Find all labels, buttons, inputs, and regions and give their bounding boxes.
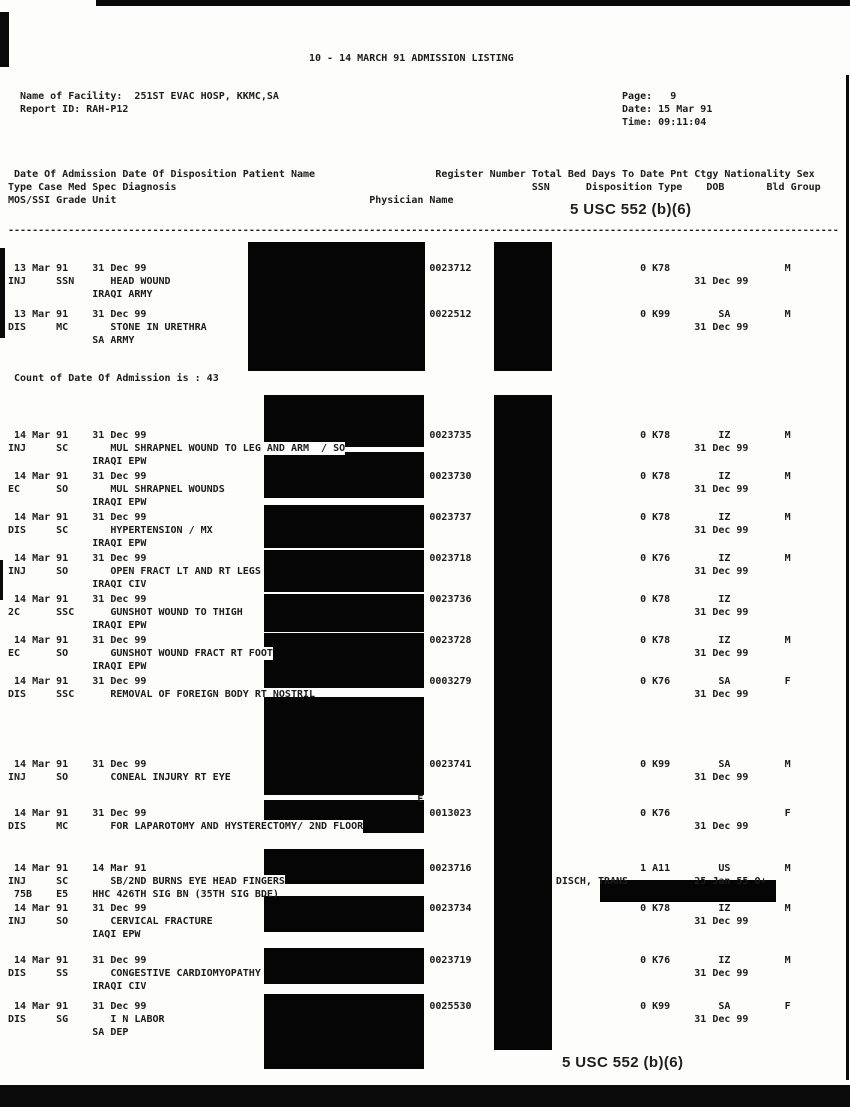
report-line-seg: 15 Mar 91 bbox=[658, 104, 713, 115]
report-line-seg: IZ bbox=[718, 635, 731, 646]
foia-exemption-stamp-header: 5 USC 552 (b)(6) bbox=[570, 201, 692, 218]
report-line-seg: STONE IN URETHRA bbox=[110, 322, 207, 333]
report-line-seg: 31 Dec 99 bbox=[694, 821, 749, 832]
report-line-seg: E bbox=[417, 794, 424, 805]
scan-edge-artifact bbox=[96, 0, 850, 6]
report-line-seg: 31 Dec 99 bbox=[694, 322, 749, 333]
report-line-seg: Report ID: RAH-P12 bbox=[20, 104, 129, 115]
report-line-seg: 31 Dec 99 bbox=[92, 1001, 147, 1012]
report-line-seg: 31 Dec 99 bbox=[92, 676, 147, 687]
report-line-seg: SA DEP bbox=[92, 1027, 129, 1038]
report-line-seg: 0025530 bbox=[429, 1001, 472, 1012]
report-line-seg: Date: bbox=[622, 104, 653, 115]
report-line-seg: IRAQI EPW bbox=[92, 538, 147, 549]
report-line-seg: 31 Dec 99 bbox=[92, 263, 147, 274]
report-line-seg: 14 Mar 91 bbox=[14, 594, 69, 605]
report-line-seg: 0023736 bbox=[429, 594, 472, 605]
report-line-seg: M bbox=[784, 512, 791, 523]
report-line-seg: 13 Mar 91 bbox=[14, 309, 69, 320]
scan-edge-artifact bbox=[0, 248, 5, 338]
report-line-seg: ------------------------------------------------------------------------------------------------------------------------------------------ bbox=[8, 225, 839, 236]
report-line-seg: SO bbox=[56, 916, 69, 927]
report-line-seg: M bbox=[784, 955, 791, 966]
scan-edge-artifact bbox=[846, 75, 849, 1080]
report-line-seg: 14 Mar 91 bbox=[14, 808, 69, 819]
report-line-seg: SC bbox=[56, 443, 69, 454]
report-line-seg: 1 A11 bbox=[640, 863, 671, 874]
report-line-seg: 9 bbox=[670, 91, 677, 102]
report-line-seg: MUL SHRAPNEL WOUND TO LEG AND ARM / SO bbox=[110, 443, 346, 454]
report-line-seg: FOR LAPAROTOMY AND HYSTERECTOMY/ 2ND FLOOR bbox=[110, 821, 364, 832]
report-line-seg: 0 K76 bbox=[640, 676, 671, 687]
report-line-seg: 31 Dec 99 bbox=[92, 808, 147, 819]
report-line-seg: 0 K99 bbox=[640, 1001, 671, 1012]
report-line-seg: CERVICAL FRACTURE bbox=[110, 916, 213, 927]
scan-edge-artifact bbox=[0, 560, 3, 600]
report-line-seg: IZ bbox=[718, 471, 731, 482]
report-line-seg: 0 K76 bbox=[640, 808, 671, 819]
report-line-seg: EC bbox=[8, 648, 21, 659]
report-line-seg: SO bbox=[56, 772, 69, 783]
report-line-seg: 31 Dec 99 bbox=[92, 759, 147, 770]
report-line-seg: 14 Mar 91 bbox=[14, 512, 69, 523]
report-line-seg: OPEN FRACT LT AND RT LEGS bbox=[110, 566, 261, 577]
report-line-seg: SSC bbox=[56, 607, 75, 618]
report-line-seg: IRAQI CIV bbox=[92, 579, 147, 590]
report-line-seg: 14 Mar 91 bbox=[14, 676, 69, 687]
report-line-seg: M bbox=[784, 553, 791, 564]
report-line-seg: 31 Dec 99 bbox=[694, 689, 749, 700]
report-line-seg: 31 Dec 99 bbox=[92, 594, 147, 605]
report-line-seg: SO bbox=[56, 566, 69, 577]
report-line-seg: IRAQI CIV bbox=[92, 981, 147, 992]
redaction-bar bbox=[264, 550, 424, 592]
report-line-seg: 10 - 14 MARCH 91 ADMISSION LISTING bbox=[309, 53, 514, 64]
report-line-seg: INJ bbox=[8, 916, 27, 927]
report-line-seg: 0 K76 bbox=[640, 553, 671, 564]
report-line-seg: Register Number Total Bed Days To Date Pnt Ctgy Nationality Sex bbox=[435, 169, 815, 180]
report-line-seg: INJ bbox=[8, 443, 27, 454]
report-line-seg: CONGESTIVE CARDIOMYOPATHY bbox=[110, 968, 261, 979]
report-line-seg: Time: bbox=[622, 117, 653, 128]
report-line-seg: 0 K78 bbox=[640, 471, 671, 482]
report-line-seg: 0023734 bbox=[429, 903, 472, 914]
report-line-seg: 31 Dec 99 bbox=[694, 276, 749, 287]
redaction-bar bbox=[264, 849, 424, 884]
report-line-seg: 31 Dec 99 bbox=[694, 566, 749, 577]
report-line-seg: 0022512 bbox=[429, 309, 472, 320]
redaction-bar bbox=[264, 664, 424, 688]
report-line-seg: 31 Dec 99 bbox=[92, 430, 147, 441]
report-line-seg: HYPERTENSION / MX bbox=[110, 525, 213, 536]
report-line-seg: 14 Mar 91 bbox=[14, 903, 69, 914]
report-line-seg: DOB bbox=[706, 182, 725, 193]
report-line-seg: 0023716 bbox=[429, 863, 472, 874]
report-line-seg: SA bbox=[718, 759, 731, 770]
report-line-seg: SO bbox=[56, 484, 69, 495]
report-line-seg: Type Case Med Spec Diagnosis bbox=[8, 182, 177, 193]
report-line-seg: DIS bbox=[8, 525, 27, 536]
report-line-seg: 0023712 bbox=[429, 263, 472, 274]
report-line-seg: 25 Jan 55 O+ bbox=[694, 876, 767, 887]
report-line-seg: IRAQI EPW bbox=[92, 620, 147, 631]
report-line-seg: SSN bbox=[531, 182, 550, 193]
redaction-bar bbox=[494, 242, 552, 371]
report-line-seg: 0023741 bbox=[429, 759, 472, 770]
report-line-seg: 14 Mar 91 bbox=[92, 863, 147, 874]
report-line-seg: 31 Dec 99 bbox=[92, 903, 147, 914]
report-line-seg: M bbox=[784, 863, 791, 874]
report-line-seg: Name of Facility: 251ST EVAC HOSP, KKMC,SA bbox=[20, 91, 279, 102]
report-line-seg: 0 K78 bbox=[640, 512, 671, 523]
report-line-seg: M bbox=[784, 309, 791, 320]
report-line-seg: M bbox=[784, 635, 791, 646]
report-line-seg: I N LABOR bbox=[110, 1014, 165, 1025]
redaction-bar bbox=[264, 594, 424, 632]
report-line-seg: INJ bbox=[8, 876, 27, 887]
report-line-seg: IZ bbox=[718, 512, 731, 523]
report-line-seg: MUL SHRAPNEL WOUNDS bbox=[110, 484, 225, 495]
report-line-seg: Date Of Admission Date Of Disposition Patient Name bbox=[14, 169, 316, 180]
report-line-seg: 14 Mar 91 bbox=[14, 430, 69, 441]
report-line-seg: F bbox=[784, 676, 791, 687]
report-line-seg: 31 Dec 99 bbox=[694, 968, 749, 979]
report-line-seg: SA ARMY bbox=[92, 335, 135, 346]
report-line-seg: SC bbox=[56, 525, 69, 536]
redaction-bar bbox=[494, 395, 552, 1050]
report-line-seg: 14 Mar 91 bbox=[14, 553, 69, 564]
report-line-seg: DIS bbox=[8, 689, 27, 700]
report-line-seg: DIS bbox=[8, 968, 27, 979]
report-line-seg: INJ bbox=[8, 566, 27, 577]
report-line-seg: 31 Dec 99 bbox=[694, 607, 749, 618]
redaction-bar bbox=[264, 994, 424, 1069]
report-line-seg: IAQI EPW bbox=[92, 929, 141, 940]
report-line-seg: IRAQI EPW bbox=[92, 661, 147, 672]
report-line-seg: GUNSHOT WOUND TO THIGH bbox=[110, 607, 243, 618]
report-line-seg: 31 Dec 99 bbox=[694, 443, 749, 454]
scan-edge-artifact bbox=[0, 12, 9, 67]
report-line-seg: INJ bbox=[8, 276, 27, 287]
report-line-seg: SA bbox=[718, 1001, 731, 1012]
report-line-seg: IRAQI EPW bbox=[92, 456, 147, 467]
report-line-seg: M bbox=[784, 430, 791, 441]
report-line-seg: HHC 426TH SIG BN (35TH SIG BDE) bbox=[92, 889, 279, 900]
report-line-seg: IZ bbox=[718, 594, 731, 605]
report-line-seg: IRAQI ARMY bbox=[92, 289, 153, 300]
report-line-seg: MOS/SSI Grade Unit bbox=[8, 195, 117, 206]
report-line-seg: SA bbox=[718, 676, 731, 687]
report-line-seg: 31 Dec 99 bbox=[92, 955, 147, 966]
foia-exemption-stamp-footer: 5 USC 552 (b)(6) bbox=[562, 1054, 684, 1071]
report-line-seg: 75B bbox=[14, 889, 33, 900]
report-line-seg: 31 Dec 99 bbox=[694, 525, 749, 536]
report-line-seg: CONEAL INJURY RT EYE bbox=[110, 772, 231, 783]
redaction-bar bbox=[264, 395, 424, 447]
report-line-seg: SO bbox=[56, 648, 69, 659]
report-line-seg: 0 K78 bbox=[640, 635, 671, 646]
report-line-seg: 2C bbox=[8, 607, 21, 618]
report-line-seg: IZ bbox=[718, 553, 731, 564]
report-line-seg: Bld Group bbox=[766, 182, 821, 193]
report-line-seg: 0023730 bbox=[429, 471, 472, 482]
report-line-seg: Physician Name bbox=[369, 195, 454, 206]
report-line-seg: 0013023 bbox=[429, 808, 472, 819]
report-line-seg: SSC bbox=[56, 689, 75, 700]
report-line-seg: 31 Dec 99 bbox=[694, 1014, 749, 1025]
report-line-seg: DIS bbox=[8, 322, 27, 333]
report-line-seg: 0023728 bbox=[429, 635, 472, 646]
report-line-seg: 0023735 bbox=[429, 430, 472, 441]
report-line-seg: 14 Mar 91 bbox=[14, 759, 69, 770]
report-line-seg: 0 K99 bbox=[640, 759, 671, 770]
redaction-bar bbox=[264, 505, 424, 548]
report-line-seg: Disposition Type bbox=[585, 182, 683, 193]
report-line-seg: 14 Mar 91 bbox=[14, 471, 69, 482]
redaction-bar bbox=[248, 242, 425, 371]
report-line-seg: 09:11:04 bbox=[658, 117, 707, 128]
scan-edge-artifact bbox=[0, 1085, 850, 1107]
report-line-seg: INJ bbox=[8, 772, 27, 783]
report-line-seg: IRAQI EPW bbox=[92, 497, 147, 508]
report-line-seg: M bbox=[784, 759, 791, 770]
redaction-bar bbox=[264, 697, 424, 795]
report-line-seg: SB/2ND BURNS EYE HEAD FINGERS bbox=[110, 876, 285, 887]
report-line-seg: SSN bbox=[56, 276, 75, 287]
report-line-seg: F bbox=[784, 1001, 791, 1012]
report-line-seg: MC bbox=[56, 821, 69, 832]
report-line-seg: 0023737 bbox=[429, 512, 472, 523]
report-line-seg: DIS bbox=[8, 1014, 27, 1025]
report-line-seg: 14 Mar 91 bbox=[14, 1001, 69, 1012]
report-line-seg: 0003279 bbox=[429, 676, 472, 687]
report-line-seg: DISCH, TRANS bbox=[555, 876, 629, 887]
report-line-seg: EC bbox=[8, 484, 21, 495]
report-line-seg: 14 Mar 91 bbox=[14, 955, 69, 966]
report-line-seg: 0 K78 bbox=[640, 263, 671, 274]
report-line-seg: 31 Dec 99 bbox=[694, 772, 749, 783]
report-line-seg: 31 Dec 99 bbox=[92, 553, 147, 564]
report-line-seg: DIS bbox=[8, 821, 27, 832]
report-line-seg: E5 bbox=[56, 889, 69, 900]
report-line-seg: 31 Dec 99 bbox=[92, 635, 147, 646]
report-line-seg: 13 Mar 91 bbox=[14, 263, 69, 274]
report-line-seg: 31 Dec 99 bbox=[92, 512, 147, 523]
report-line-seg: 31 Dec 99 bbox=[92, 309, 147, 320]
report-line-seg: 31 Dec 99 bbox=[694, 648, 749, 659]
report-line-seg: 14 Mar 91 bbox=[14, 635, 69, 646]
report-line-seg: 0 K76 bbox=[640, 955, 671, 966]
report-line-seg: SA bbox=[718, 309, 731, 320]
report-line-seg: M bbox=[784, 263, 791, 274]
redaction-bar bbox=[264, 948, 424, 984]
report-line-seg: 0 K78 bbox=[640, 903, 671, 914]
report-line-seg: 0 K78 bbox=[640, 594, 671, 605]
report-line-seg: 31 Dec 99 bbox=[92, 471, 147, 482]
redaction-bar bbox=[264, 452, 424, 498]
report-line-seg: IZ bbox=[718, 430, 731, 441]
report-line-seg: US bbox=[718, 863, 731, 874]
report-line-seg: 31 Dec 99 bbox=[694, 484, 749, 495]
report-line-seg: Page: bbox=[622, 91, 653, 102]
report-line-seg: F bbox=[784, 808, 791, 819]
report-line-seg: 14 Mar 91 bbox=[14, 863, 69, 874]
report-line-seg: REMOVAL OF FOREIGN BODY RT NOSTRIL bbox=[110, 689, 316, 700]
report-line-seg: SG bbox=[56, 1014, 69, 1025]
report-line-seg: MC bbox=[56, 322, 69, 333]
report-line-seg: IZ bbox=[718, 903, 731, 914]
report-line-seg: 0 K78 bbox=[640, 430, 671, 441]
report-line-seg: GUNSHOT WOUND FRACT RT FOOT bbox=[110, 648, 273, 659]
report-line-seg: Count of Date Of Admission is : 43 bbox=[14, 373, 219, 384]
report-line-seg: 31 Dec 99 bbox=[694, 916, 749, 927]
report-line-seg: M bbox=[784, 471, 791, 482]
report-line-seg: 0 K99 bbox=[640, 309, 671, 320]
report-line-seg: IZ bbox=[718, 955, 731, 966]
report-line-seg: SC bbox=[56, 876, 69, 887]
report-line-seg: SS bbox=[56, 968, 69, 979]
report-line-seg: HEAD WOUND bbox=[110, 276, 171, 287]
report-line-seg: 0023719 bbox=[429, 955, 472, 966]
report-line-seg: 0023718 bbox=[429, 553, 472, 564]
report-line-seg: M bbox=[784, 903, 791, 914]
redaction-bar bbox=[264, 896, 424, 932]
